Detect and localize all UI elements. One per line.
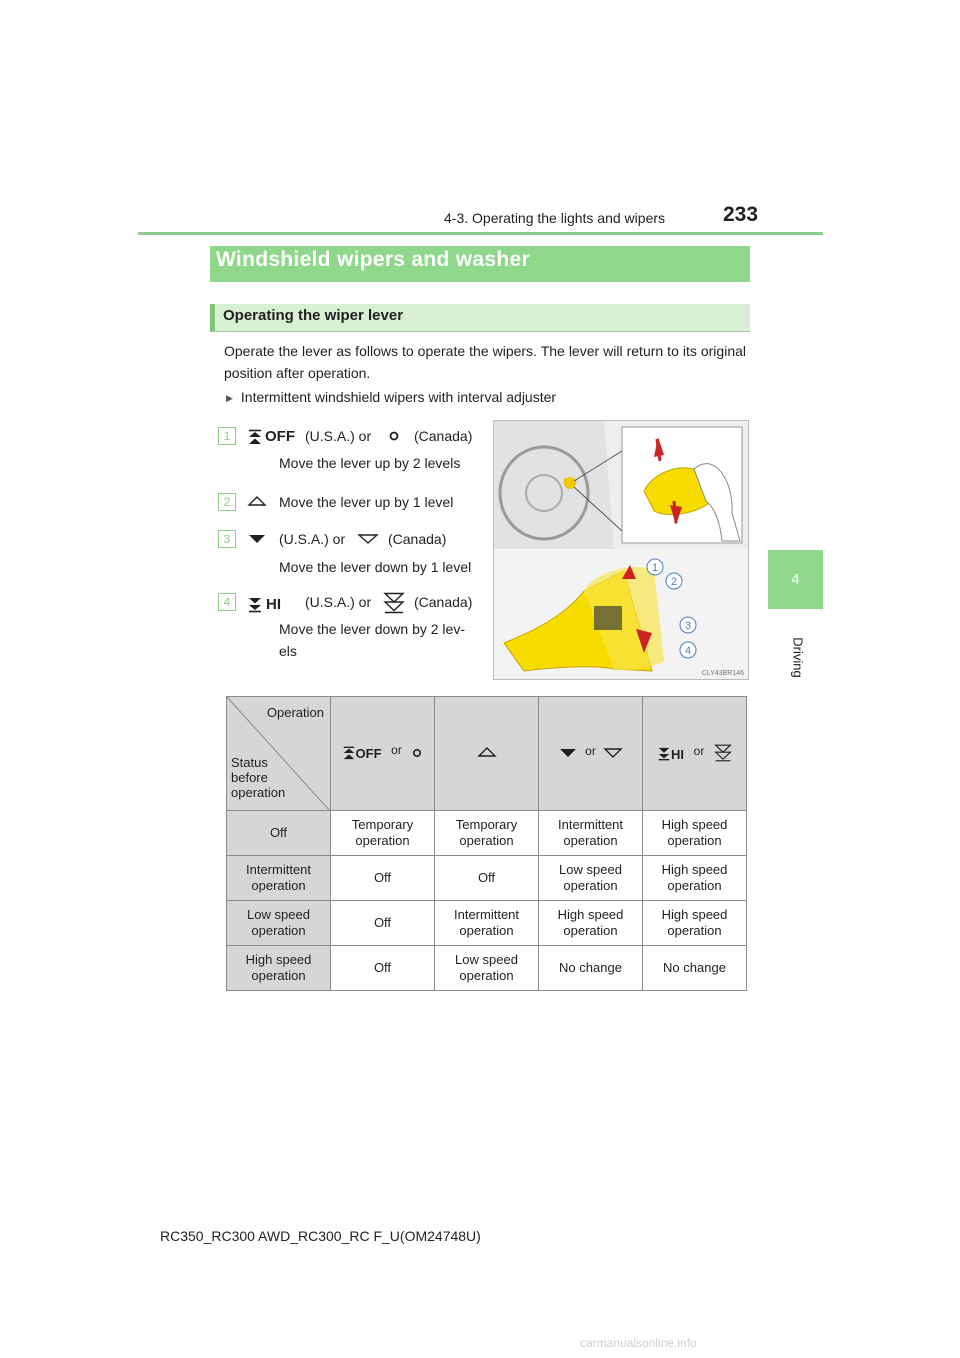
- cell-line-2: operation: [667, 833, 722, 848]
- figure-callout-1: 1: [651, 562, 659, 574]
- cell-line-1: Off: [373, 960, 392, 975]
- row-status: [227, 946, 331, 991]
- triangle-bullet-icon: ▶: [226, 393, 233, 403]
- hi-symbol-label: HI: [266, 596, 281, 613]
- chapter-label: Driving: [790, 637, 806, 678]
- intro-paragraph: Operate the lever as follows to operate the wipers. The lever will return to its original position after operation.: [224, 343, 746, 381]
- cell-line-1: Low speed: [559, 862, 622, 877]
- col-or-text: or: [585, 743, 596, 758]
- cell-line-2: operation: [459, 833, 514, 848]
- table-row: [227, 856, 747, 901]
- step-3-canada: (Canada): [388, 531, 447, 547]
- step-1-canada: (Canada): [414, 428, 473, 444]
- figure-callout-4: 4: [684, 645, 692, 657]
- wiper-operation-table: [226, 696, 747, 991]
- table-cell: [643, 946, 747, 991]
- cell-line-2: operation: [563, 923, 618, 938]
- table-row: [227, 811, 747, 856]
- page-subtitle: Operating the wiper lever: [223, 307, 404, 324]
- table-cell: [539, 811, 643, 856]
- low-speed-filled-icon: [558, 747, 578, 759]
- table-cell: [435, 811, 539, 856]
- figure-code: CLY43BR146: [701, 670, 744, 677]
- table-cell: [331, 811, 435, 856]
- lever-drawing: [494, 421, 748, 679]
- table-cell: [539, 856, 643, 901]
- low-speed-outline-icon: [603, 747, 623, 759]
- cell-line-2: operation: [355, 833, 410, 848]
- manual-footer: RC350_RC300 AWD_RC300_RC F_U(OM24748U): [160, 1228, 481, 1244]
- cell-line-1: High speed: [661, 862, 728, 877]
- chapter-number: 4: [791, 571, 800, 588]
- step-4-usa: (U.S.A.) or: [305, 594, 372, 610]
- col-header-intermittent: [435, 697, 539, 811]
- cell-line-1: Off: [373, 870, 392, 885]
- row-status: [227, 811, 331, 856]
- intermittent-up-icon: [477, 746, 497, 758]
- table-cell: [435, 901, 539, 946]
- table-cell: [643, 901, 747, 946]
- status-text: operation: [251, 923, 306, 938]
- wiper-mist-icon: [247, 429, 263, 445]
- row-status: [227, 856, 331, 901]
- wiper-lever-illustration: [493, 420, 749, 680]
- col-header-off: [331, 697, 435, 811]
- cell-line-1: High speed: [557, 907, 624, 922]
- step-1-description: Move the lever up by 2 levels: [279, 455, 461, 471]
- bullet-item: [226, 389, 556, 405]
- mist-circle-icon: [411, 747, 423, 759]
- table-cell: [643, 856, 747, 901]
- step-number-4: 4: [218, 593, 236, 611]
- section-heading: 4-3. Operating the lights and wipers: [444, 210, 666, 226]
- step-4-description: Move the lever down by 2 lev-: [279, 621, 465, 637]
- table-cell: [435, 946, 539, 991]
- cell-line-1: High speed: [661, 907, 728, 922]
- cell-line-2: operation: [667, 878, 722, 893]
- step-number-3: 3: [218, 530, 236, 548]
- cell-line-1: Off: [373, 915, 392, 930]
- cell-line-1: High speed: [661, 817, 728, 832]
- cell-line-1: No change: [663, 960, 726, 975]
- step-number-1: 1: [218, 427, 236, 445]
- figure-callout-2: 2: [670, 576, 678, 588]
- subtitle-bar: [210, 304, 750, 332]
- watermark: carmanualsonline.info: [580, 1336, 697, 1350]
- table-row: [227, 901, 747, 946]
- corner-operation-label: Operation: [266, 705, 324, 720]
- wiper-mist-icon: [342, 746, 356, 760]
- col-header-low: [539, 697, 643, 811]
- col-hi-symbol: HI: [671, 747, 685, 762]
- title-bar: [210, 246, 750, 282]
- figure-callout-3: 3: [684, 620, 692, 632]
- table-cell: [331, 946, 435, 991]
- cell-line-2: operation: [459, 968, 514, 983]
- step-4-canada: (Canada): [414, 594, 473, 610]
- mist-circle-icon: [388, 430, 400, 442]
- high-speed-filled-icon: [657, 747, 671, 761]
- cell-line-1: Intermittent: [453, 907, 520, 922]
- step-4-description-cont: els: [279, 643, 297, 659]
- page-number: 233: [723, 203, 759, 226]
- cell-line-1: Intermittent: [557, 817, 624, 832]
- table-cell: [539, 946, 643, 991]
- status-text: Intermittent: [245, 862, 312, 877]
- col-off-symbol: OFF: [355, 745, 382, 761]
- table-cell: [435, 856, 539, 901]
- col-header-high: [643, 697, 747, 811]
- cell-line-2: operation: [563, 833, 618, 848]
- cell-line-1: Low speed: [455, 952, 518, 967]
- cell-line-2: operation: [667, 923, 722, 938]
- step-3-description: Move the lever down by 1 level: [279, 559, 472, 575]
- cell-line-1: Temporary: [351, 817, 414, 832]
- status-text: Off: [269, 825, 288, 840]
- header-rule: [138, 232, 823, 235]
- cell-line-1: Temporary: [455, 817, 518, 832]
- low-speed-outline-icon: [357, 533, 379, 545]
- page-title: Windshield wipers and washer: [216, 248, 530, 271]
- status-text: operation: [251, 968, 306, 983]
- high-speed-filled-icon: [247, 597, 263, 613]
- cell-line-2: operation: [459, 923, 514, 938]
- status-text: Low speed: [247, 907, 310, 922]
- bullet-text: Intermittent windshield wipers with interval adjuster: [240, 389, 557, 405]
- step-3-usa: (U.S.A.) or: [279, 531, 346, 547]
- corner-status-line-3: operation: [231, 785, 286, 800]
- cell-line-1: Off: [477, 870, 496, 885]
- table-cell: [539, 901, 643, 946]
- status-text: operation: [251, 878, 306, 893]
- step-number-2: 2: [218, 493, 236, 511]
- table-cell: [643, 811, 747, 856]
- cell-line-1: No change: [559, 960, 622, 975]
- step-1-usa: (U.S.A.) or: [305, 428, 372, 444]
- table-row: [227, 946, 747, 991]
- intermittent-up-icon: [247, 495, 267, 507]
- table-corner-cell: [227, 697, 331, 811]
- chapter-tab[interactable]: [768, 550, 823, 609]
- cell-line-2: operation: [563, 878, 618, 893]
- table-cell: [331, 856, 435, 901]
- table-cell: [331, 901, 435, 946]
- corner-status-line-2: before: [231, 770, 268, 785]
- off-symbol-label: OFF: [265, 428, 295, 445]
- high-speed-outline-icon: [714, 744, 732, 762]
- row-status: [227, 901, 331, 946]
- col-or-text: or: [693, 744, 705, 758]
- col-or-text: or: [391, 742, 402, 757]
- corner-status-label: [231, 755, 285, 800]
- high-speed-outline-icon: [383, 592, 405, 614]
- step-2-description: Move the lever up by 1 level: [279, 494, 454, 510]
- low-speed-filled-icon: [247, 533, 267, 545]
- corner-status-line-1: Status: [231, 755, 268, 770]
- status-text: High speed: [245, 952, 312, 967]
